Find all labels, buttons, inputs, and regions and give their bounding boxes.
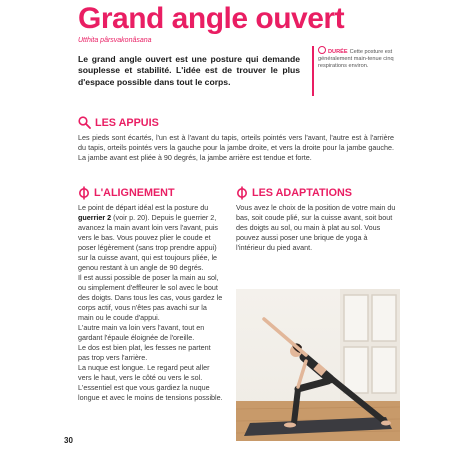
adaptations-text: Vous avez le choix de la position de votre main du bas, soit coude plié, sur la cuisse avant, soit bout des doigts au sol, ou main à plat au sol. Vous pouvez aussi poser une brique de yoga à l'intérieur du pied avant. [236,203,396,252]
appuis-text: Les pieds sont écartés, l'un est à l'avant du tapis, orteils pointés vers l'avant, l'autre est à l'arrière du tapis, orteils pointés vers la gauche pour la jambe droite, et vers la droite pour la jambe gauche. La jambe avant est pliée à 90 degrés, la jambe arrière est tendue et forte. [78,133,394,162]
phi-circle-icon [236,186,248,200]
section-heading-appuis [78,116,159,129]
page-subtitle: Utthita pârsvakonâsana [78,37,152,44]
phi-circle-icon [78,186,90,200]
duration-label: DURÉE [328,49,348,55]
section-title-adaptations: LES ADAPTATIONS [252,187,352,199]
alignement-text [78,203,224,403]
alignement-paragraph-4: Le dos est bien plat, les fesses ne partent pas trop vers l'arrière. [78,343,211,362]
timer-icon [318,46,326,54]
section-title-appuis: LES APPUIS [95,116,159,129]
duration-sidebar [312,46,404,96]
section-heading-adaptations [236,186,352,200]
page-title: Grand angle ouvert [78,2,345,35]
magnifier-icon [78,116,91,129]
duration-text: Cette posture est généralement main-tenue cinq respirations environ. [318,49,394,70]
intro-paragraph: Le grand angle ouvert est une posture qui demande souplesse et stabilité. L'idée est de trouver le plus d'espace possible dans tout le corps. [78,54,300,87]
alignement-paragraph-5: La nuque est longue. Le regard peut aller vers le haut, vers le côté ou vers le sol. L'essentiel est que vous gardiez la nuque longue et avec le moins de tensions possible. [78,363,223,402]
alignement-paragraph-3: L'autre main va loin vers l'avant, tout en gardant l'épaule éloignée de l'oreille. [78,323,205,342]
alignement-paragraph-2: Il est aussi possible de poser la main au sol, ou simplement d'effleurer le sol avec le bout des doigts. Dans tous les cas, vous gardez le corps actif, vous n'êtes pas avachi sur la main ou le coude d'appui. [78,273,223,322]
page-number: 30 [64,436,73,445]
section-heading-alignement [78,186,175,200]
section-title-alignement: L'ALIGNEMENT [94,187,175,199]
guerrier-link-text: guerrier 2 [78,213,112,222]
yoga-pose-photo [236,289,400,441]
alignement-paragraph-1: Le point de départ idéal est la posture du guerrier 2 (voir p. 20). Depuis le guerrier 2, avancez la main avant loin vers l'avant, puis vers le bas. Vous pouvez plier le coude et poser légèrement (sans trop prendre appui) sur la cuisse avant, qui est toujours pliée, le genou restant à un angle de 90 degrés. [78,203,219,272]
